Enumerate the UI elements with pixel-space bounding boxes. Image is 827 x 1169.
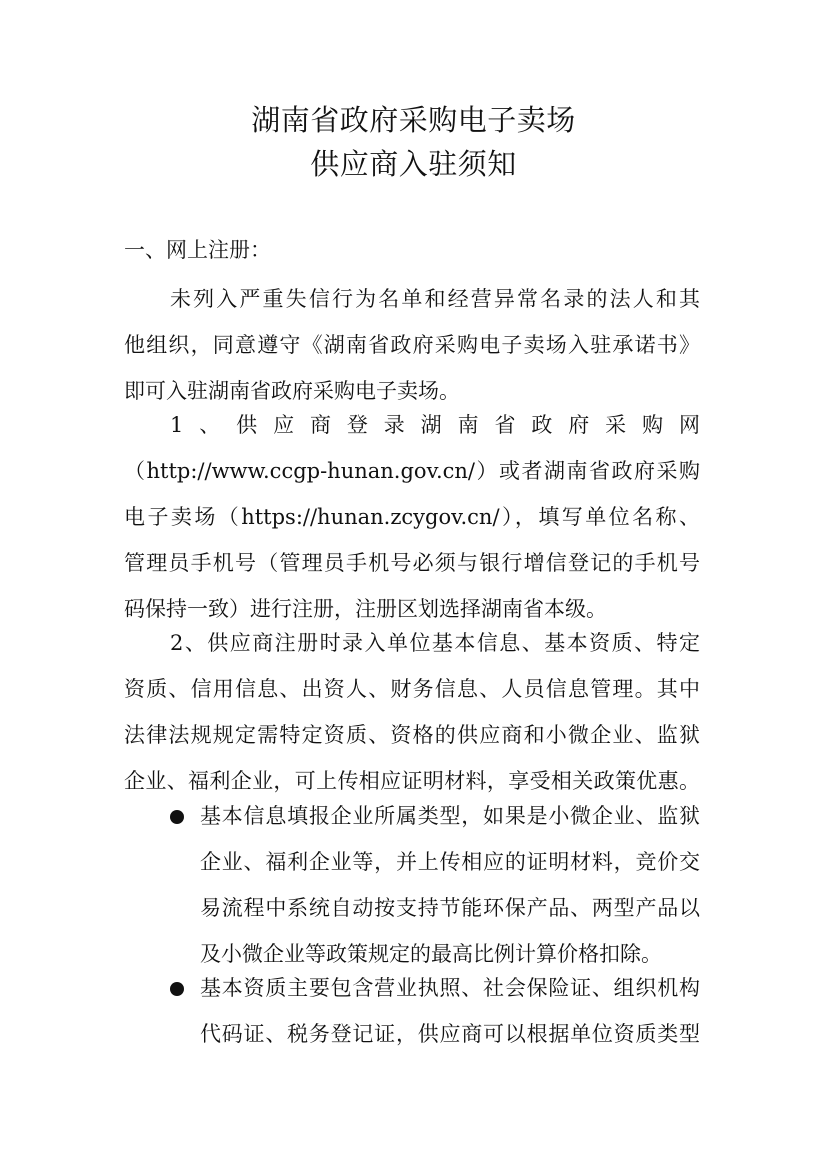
bullet-2-line-2: 代码证、税务登记证，供应商可以根据单位资质类型 (200, 1022, 700, 1046)
item-1-line-4: 管理员手机号（管理员手机号必须与银行增信登记的手机号 (124, 551, 700, 575)
item-1-line-5: 码保持一致）进行注册，注册区划选择湖南省本级。 (124, 597, 607, 621)
intro-line-2: 他组织，同意遵守《湖南省政府采购电子卖场入驻承诺书》 (124, 333, 700, 357)
item-1-line-3: 电子卖场（https://hunan.zcygov.cn/），填写单位名称、 (124, 505, 700, 529)
intro-line-3: 即可入驻湖南省政府采购电子卖场。 (124, 379, 460, 403)
bullet-1-line-2: 企业、福利企业等，并上传相应的证明材料，竞价交 (200, 850, 700, 874)
item-2-line-2: 资质、信用信息、出资人、财务信息、人员信息管理。其中 (124, 677, 700, 701)
item-1-line-1: 1、供应商登录湖南省政府采购网 (170, 413, 700, 437)
bullet-dot-icon (170, 810, 184, 824)
bullet-1-line-1: 基本信息填报企业所属类型，如果是小微企业、监狱 (200, 804, 700, 828)
bullet-2-line-1: 基本资质主要包含营业执照、社会保险证、组织机构 (200, 976, 700, 1000)
item-1-line-2: （http://www.ccgp-hunan.gov.cn/）或者湖南省政府采购 (124, 459, 700, 483)
bullet-1-line-3: 易流程中系统自动按支持节能环保产品、两型产品以 (200, 896, 700, 920)
item-2-line-1: 2、供应商注册时录入单位基本信息、基本资质、特定 (170, 631, 700, 655)
bullet-1-line-4: 及小微企业等政策规定的最高比例计算价格扣除。 (200, 942, 662, 966)
section-1-heading: 一、网上注册： (124, 238, 271, 262)
item-2-line-4: 企业、福利企业，可上传相应证明材料，享受相关政策优惠。 (124, 769, 700, 793)
intro-line-1: 未列入严重失信行为名单和经营异常名录的法人和其 (170, 287, 700, 311)
bullet-dot-icon (170, 982, 184, 996)
item-2-line-3: 法律法规规定需特定资质、资格的供应商和小微企业、监狱 (124, 723, 700, 747)
document-title: 湖南省政府采购电子卖场 (251, 103, 576, 137)
document-subtitle: 供应商入驻须知 (310, 147, 517, 181)
